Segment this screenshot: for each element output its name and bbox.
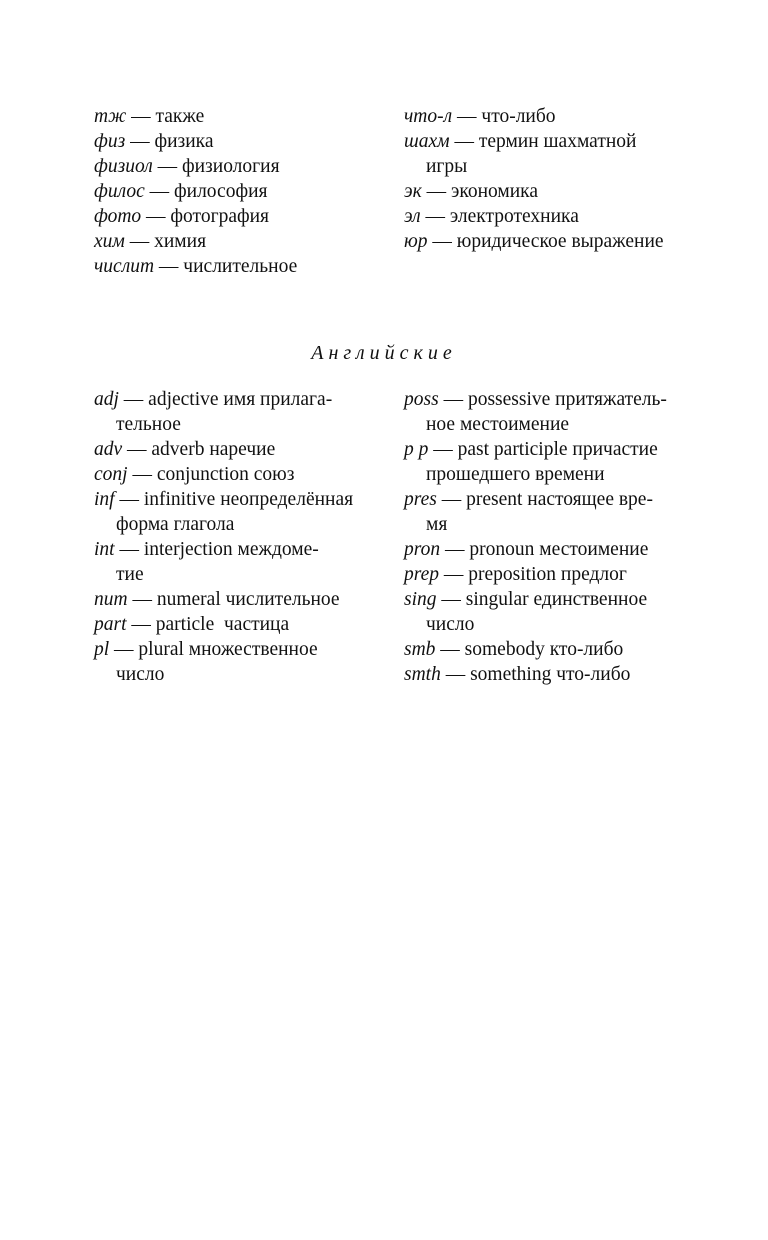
definition-continuation: тельное [116, 414, 181, 435]
abbreviation-entry: pron — pronoun местоимение [404, 539, 649, 560]
definition-continuation: игры [426, 156, 468, 177]
definition: физика [154, 131, 214, 152]
abbreviation-entry: smb — somebody кто-либо [404, 639, 624, 660]
abbreviation: хим [94, 231, 125, 252]
abbreviation: conj [94, 464, 128, 485]
definition-continuation: мя [426, 514, 448, 535]
definition: infinitive неопределённая [143, 489, 354, 510]
english-right-column [404, 387, 704, 687]
abbreviation-entry: эл — электротехника [404, 206, 579, 227]
abbreviation: филос [94, 181, 145, 202]
definition: также [155, 106, 205, 127]
abbreviation-entry: физ — физика [94, 131, 214, 152]
definition: somebody кто-либо [464, 639, 624, 660]
abbreviation: числит [94, 256, 155, 277]
abbreviation-entry: sing — singular единственное число [404, 589, 648, 635]
definition: past participle причастие [457, 439, 658, 460]
abbreviation: шахм [404, 131, 450, 152]
definition: particle частица [155, 614, 290, 635]
definition: preposition предлог [468, 564, 627, 585]
abbreviation: int [94, 539, 115, 560]
definition: философия [174, 181, 268, 202]
abbreviation: pl [94, 639, 110, 660]
definition: possessive притяжатель- [467, 389, 667, 410]
abbreviation-entry: pl — plural множественное число [94, 639, 318, 685]
abbreviation-entry: prep — preposition предлог [404, 564, 627, 585]
abbreviation-entry: хим — химия [94, 231, 207, 252]
abbreviation-entry: pres — present настоящее вре- мя [404, 489, 653, 535]
russian-right-column [404, 104, 704, 279]
abbreviation: pron [404, 539, 441, 560]
abbreviation-entry: тж — также [94, 106, 205, 127]
abbreviation: тж [94, 106, 127, 127]
abbreviation-entry: физиол — физиология [94, 156, 280, 177]
abbreviation-entry: филос — философия [94, 181, 268, 202]
definition-continuation: число [426, 614, 475, 635]
definition: физиология [181, 156, 280, 177]
definition: pronoun местоимение [469, 539, 649, 560]
definition: something что-либо [470, 664, 631, 685]
abbreviation-entry: int — interjection междоме- тие [94, 539, 319, 585]
definition-continuation: тие [116, 564, 144, 585]
abbreviation: inf [94, 489, 115, 510]
abbreviation-entry: inf — infinitive неопределённая форма глагола [94, 489, 354, 535]
abbreviation-entry: adj — adjective имя прилага- тельное [94, 389, 333, 435]
abbreviation-entry: adv — adverb наречие [94, 439, 276, 460]
definition-continuation: прошедшего времени [426, 464, 605, 485]
section-heading: Английские [311, 342, 457, 364]
abbreviation-entry: эк — экономика [404, 181, 539, 202]
abbreviation-entry: шахм — термин шахматной игры [404, 131, 637, 177]
abbreviation: adj [94, 389, 119, 410]
definition: adverb наречие [151, 439, 276, 460]
definition: экономика [450, 181, 539, 202]
abbreviation: что-л [404, 106, 453, 127]
definition: химия [154, 231, 207, 252]
abbreviation: smth [404, 664, 441, 685]
definition: adjective имя прилага- [148, 389, 333, 410]
definition-continuation: число [116, 664, 165, 685]
abbreviation: p p [404, 439, 429, 460]
abbreviation: юр [404, 231, 428, 252]
abbreviation: эк [404, 181, 422, 202]
russian-abbreviations [94, 104, 704, 279]
definition: что-либо [481, 106, 556, 127]
abbreviation: poss [404, 389, 439, 410]
definition-continuation: ное местоимение [426, 414, 570, 435]
abbreviation: физиол [94, 156, 153, 177]
english-left-column [94, 387, 394, 687]
definition: plural множественное [138, 639, 318, 660]
abbreviation: sing [404, 589, 437, 610]
definition: present настоящее вре- [466, 489, 653, 510]
abbreviation-entry: smth — something что-либо [404, 664, 631, 685]
abbreviation: adv [94, 439, 123, 460]
abbreviation: prep [404, 564, 440, 585]
definition: юридическое выражение [456, 231, 664, 252]
abbreviation: эл [404, 206, 421, 227]
definition: numeral числительное [156, 589, 340, 610]
abbreviation: фото [94, 206, 142, 227]
definition: термин шахматной [478, 131, 637, 152]
abbreviation-entry: p p — past participle причастие прошедшего времени [404, 439, 658, 485]
abbreviation-entry: фото — фотография [94, 206, 270, 227]
abbreviation-entry: conj — conjunction союз [94, 464, 295, 485]
abbreviation-entry: poss — possessive притяжатель- ное местоимение [404, 389, 667, 435]
definition: числительное [183, 256, 298, 277]
abbreviation: pres [404, 489, 437, 510]
abbreviation: smb [404, 639, 436, 660]
abbreviation-entry: что-л — что-либо [404, 106, 556, 127]
abbreviation: физ [94, 131, 126, 152]
definition: interjection междоме- [143, 539, 319, 560]
abbreviation-entry: num — numeral числительное [94, 589, 340, 610]
abbreviation: part [94, 614, 127, 635]
abbreviation-entry: числит — числительное [94, 256, 298, 277]
english-abbreviations [94, 387, 704, 687]
russian-left-column [94, 104, 394, 279]
definition: фотография [170, 206, 270, 227]
abbreviation-entry: part — particle частица [94, 614, 290, 635]
definition: conjunction союз [156, 464, 295, 485]
definition-continuation: форма глагола [116, 514, 235, 535]
abbreviation: num [94, 589, 128, 610]
definition: электротехника [449, 206, 579, 227]
definition: singular единственное [465, 589, 648, 610]
abbreviation-entry: юр — юридическое выражение [404, 231, 664, 252]
